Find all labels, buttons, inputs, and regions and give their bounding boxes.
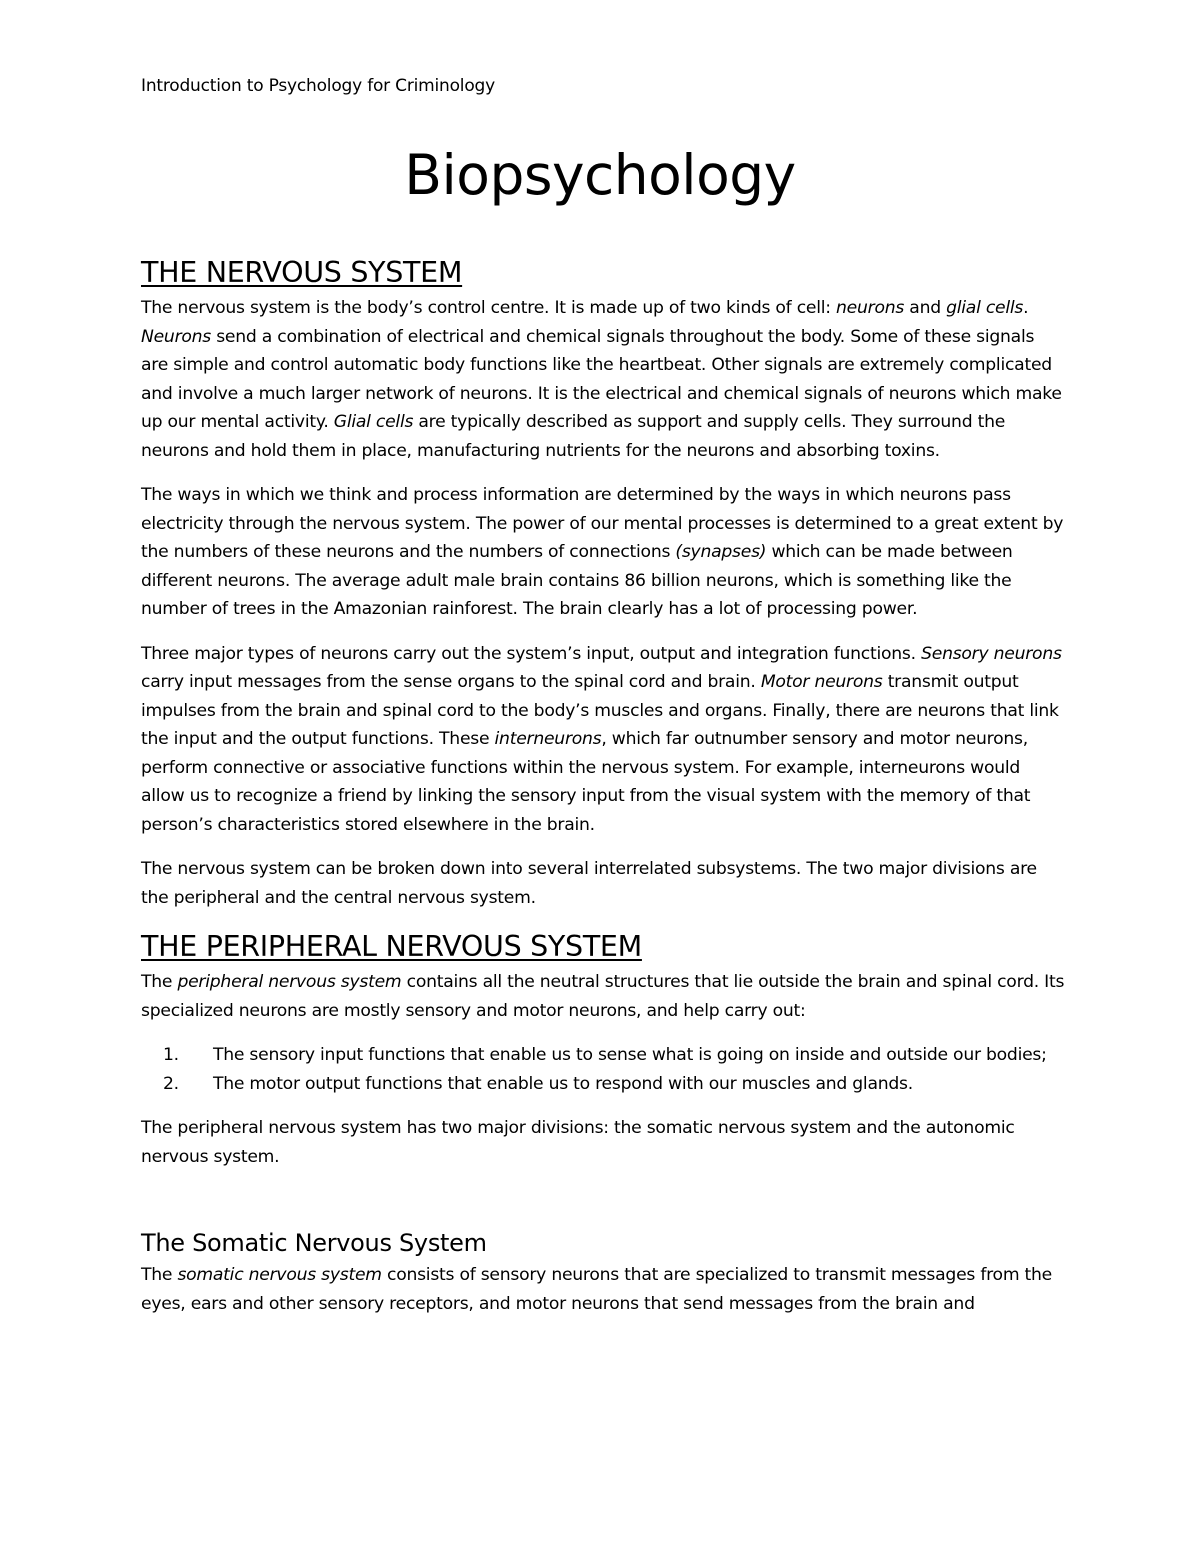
paragraph: The somatic nervous system consists of sensory neurons that are specialized to transmit messages from the eyes, ears and other sensory receptors, and motor neurons that send messages from the brain and [141, 1265, 1052, 1314]
paragraph: The nervous system can be broken down into several interrelated subsystems. The two major divisions are the peripheral and the central nervous system. [141, 859, 1037, 908]
paragraph: The peripheral nervous system has two major divisions: the somatic nervous system and the autonomic nervous system. [141, 1118, 1015, 1167]
list-item: 2. The motor output functions that enable us to respond with our muscles and glands. [213, 1070, 1066, 1099]
list-number: 2. [163, 1073, 179, 1094]
paragraph: The ways in which we think and process information are determined by the ways in which neurons pass electricity through the nervous system. The power of our mental processes is determined to a great extent by the numbers of these neurons and the numbers of connections (synapses) which can be made between different neurons. The average adult male brain contains 86 billion neurons, which is something like the number of trees in the Amazonian rainforest. The brain clearly has a lot of processing power. [141, 485, 1064, 619]
subsection-heading-somatic-nervous-system: The Somatic Nervous System [141, 1229, 487, 1257]
section-heading-nervous-system: THE NERVOUS SYSTEM [141, 256, 463, 289]
document-title: Biopsychology [404, 143, 796, 207]
paragraph: Three major types of neurons carry out the system’s input, output and integration functions. Sensory neurons carry input messages from the sense organs to the spinal cord and brain. Motor neurons transmit output impulses from the brain and spinal cord to the body’s muscles and organs. Finally, there are neurons that link the input and the output functions. These interneurons, which far outnumber sensory and motor neurons, perform connective or associative functions within the nervous system. For example, interneurons would allow us to recognize a friend by linking the sensory input from the visual system with the memory of that person’s characteristics stored elsewhere in the brain. [141, 643, 1062, 835]
document-body [141, 254, 1066, 1334]
list-item: 1. The sensory input functions that enable us to sense what is going on inside and outside our bodies; [213, 1041, 1066, 1070]
paragraph: The nervous system is the body’s control centre. It is made up of two kinds of cell: neurons and glial cells. Neurons send a combination of electrical and chemical signals throughout the body. Some of these signals are simple and control automatic body functions like the heartbeat. Other signals are extremely complicated and involve a much larger network of neurons. It is the electrical and chemical signals of neurons which make up our mental activity. Glial cells are typically described as support and supply cells. They surround the neurons and hold them in place, manufacturing nutrients for the neurons and absorbing toxins. [141, 298, 1062, 461]
numbered-list [141, 1041, 1066, 1098]
list-number: 1. [163, 1045, 179, 1065]
paragraph: The peripheral nervous system contains all the neutral structures that lie outside the brain and spinal cord. Its specialized neurons are mostly sensory and motor neurons, and help carry out: [141, 972, 1065, 1021]
section-heading-peripheral-nervous-system: THE PERIPHERAL NERVOUS SYSTEM [141, 930, 642, 963]
running-header: Introduction to Psychology for Criminology [141, 76, 495, 96]
